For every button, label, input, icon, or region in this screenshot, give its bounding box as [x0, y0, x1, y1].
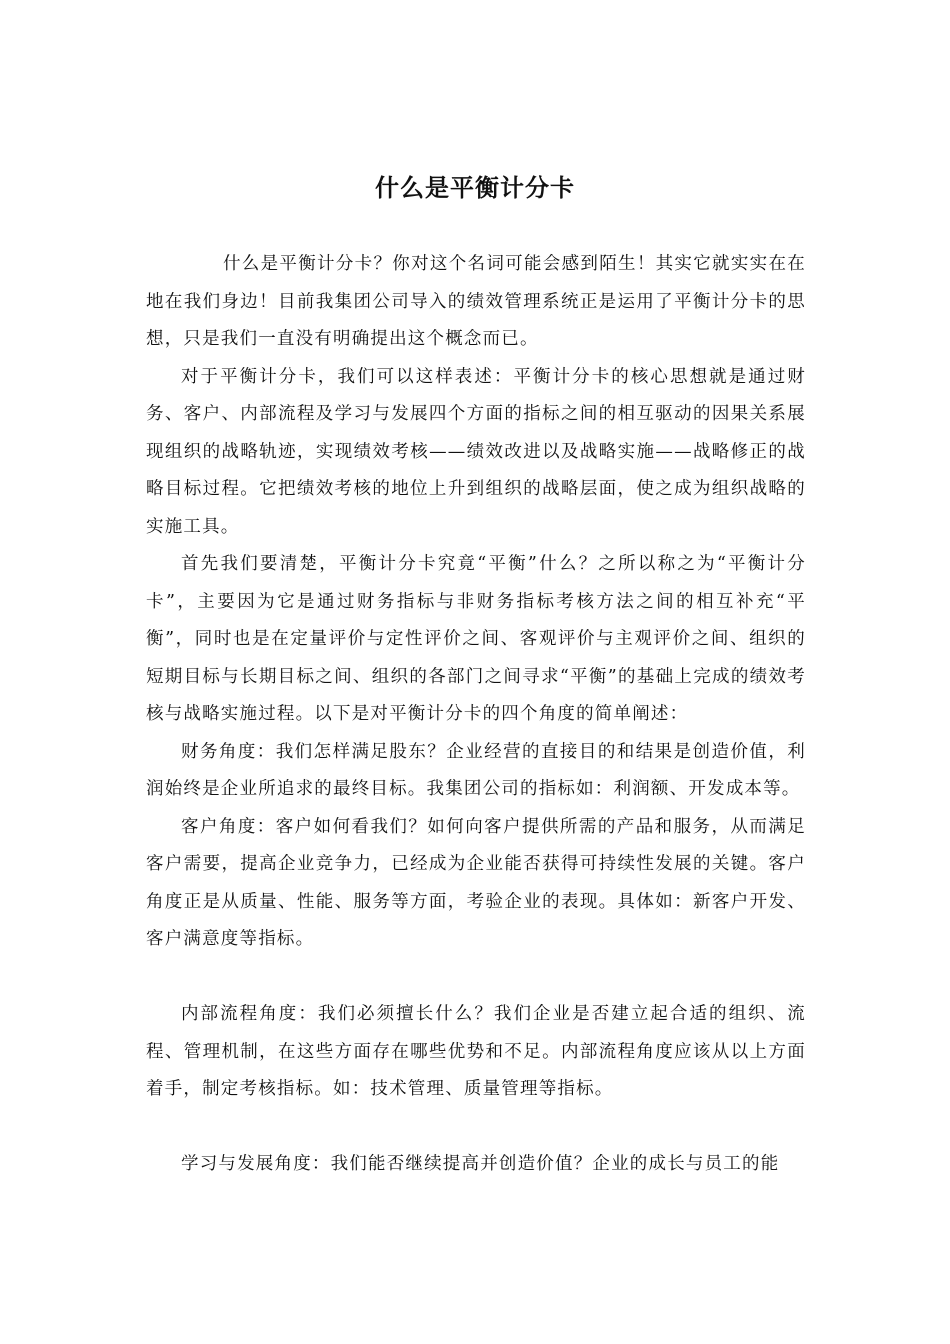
page-title: 什么是平衡计分卡 [375, 174, 575, 203]
paragraph-learning-growth: 学习与发展角度：我们能否继续提高并创造价值？企业的成长与员工的能 [181, 1154, 780, 1174]
document-body [146, 246, 806, 1184]
paragraph-customer: 客户角度：客户如何看我们？如何向客户提供所需的产品和服务，从而满足客户需要，提高企业竞争力，已经成为企业能否获得可持续性发展的关键。客户角度正是从质量、性能、服务等方面，考验企业的表现。具体如：新客户开发、客户满意度等指标。 [146, 816, 806, 949]
paragraph-intro: 什么是平衡计分卡？你对这个名词可能会感到陌生！其实它就实实在在地在我们身边！目前我集团公司导入的绩效管理系统正是运用了平衡计分卡的思想，只是我们一直没有明确提出这个概念而已。 [146, 254, 806, 349]
paragraph-balance: 首先我们要清楚，平衡计分卡究竟“平衡”什么？之所以称之为“平衡计分卡”，主要因为它是通过财务指标与非财务指标考核方法之间的相互补充“平衡”，同时也是在定量评价与定性评价之间、客观评价与主观评价之间、组织的短期目标与长期目标之间、组织的各部门之间寻求“平衡”的基础上完成的绩效考核与战略实施过程。以下是对平衡计分卡的四个角度的简单阐述： [146, 554, 806, 724]
paragraph-spacer [146, 1109, 806, 1147]
paragraph-spacer [146, 959, 806, 997]
paragraph-financial: 财务角度：我们怎样满足股东？企业经营的直接目的和结果是创造价值，利润始终是企业所追求的最终目标。我集团公司的指标如：利润额、开发成本等。 [146, 741, 806, 799]
paragraph-definition: 对于平衡计分卡，我们可以这样表述：平衡计分卡的核心思想就是通过财务、客户、内部流程及学习与发展四个方面的指标之间的相互驱动的因果关系展现组织的战略轨迹，实现绩效考核——绩效改进以及战略实施——战略修正的战略目标过程。它把绩效考核的地位上升到组织的战略层面，使之成为组织战略的实施工具。 [146, 366, 806, 537]
paragraph-internal-process: 内部流程角度：我们必须擅长什么？我们企业是否建立起合适的组织、流程、管理机制，在这些方面存在哪些优势和不足。内部流程角度应该从以上方面着手，制定考核指标。如：技术管理、质量管理等指标。 [146, 1004, 806, 1099]
